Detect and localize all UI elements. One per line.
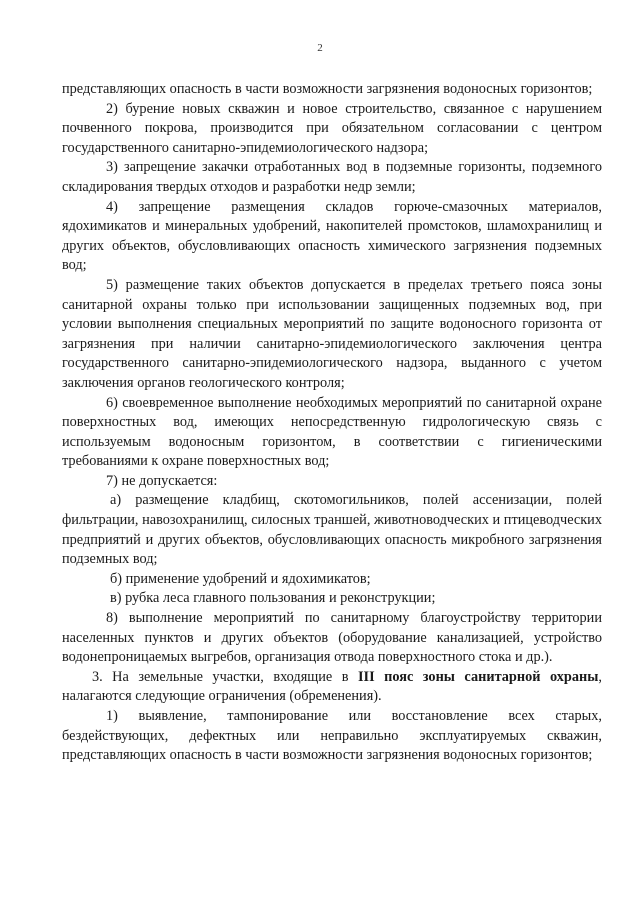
paragraph-item-3-injection-ban: 3) запрещение закачки отработанных вод в подземные горизонты, подземного складирования твердых отходов и разработки недр земли; <box>62 159 602 195</box>
document-body <box>62 80 602 766</box>
paragraph-item-4-storage-ban: 4) запрещение размещения складов горюче-смазочных материалов, ядохимикатов и минеральных удобрений, накопителей промстоков, шламохранилищ и других объектов, обусловливающих опасность химического загрязнения подземных вод; <box>62 198 602 274</box>
paragraph-item-6-surface-water: 6) своевременное выполнение необходимых мероприятий по санитарной охране поверхностных вод, имеющих непосредственную гидрологическую связь с используемым водоносным горизонтом, в соответствии с гигиеническими требованиями к охране поверхностных вод; <box>62 394 602 470</box>
paragraph-subitem-b: б) применение удобрений и ядохимикатов; <box>110 570 371 587</box>
paragraph-item-2-drilling: 2) бурение новых скважин и новое строительство, связанное с нарушением почвенного покрова, производится при обязательном согласовании с центром государственного санитарно-эпидемиологического надзора; <box>62 100 602 156</box>
paragraph-section-3-item-1: 1) выявление, тампонирование или восстановление всех старых, бездействующих, дефектных или неправильно эксплуатируемых скважин, представляющих опасность в части возможности загрязнения водоносных горизонтов; <box>62 708 602 764</box>
paragraph-subitem-v: в) рубка леса главного пользования и реконструкции; <box>110 590 436 607</box>
section-3-text-before: 3. На земельные участки, входящие в <box>92 668 358 685</box>
section-3-text-after: , налагаются следующие ограничения (обременения). <box>62 668 602 705</box>
section-3-bold-zone: III пояс зоны санитарной охраны <box>357 668 599 685</box>
paragraph-item-7-not-allowed: 7) не допускается: <box>106 472 218 489</box>
page-number: 2 <box>317 42 323 54</box>
paragraph-item-8-improvement: 8) выполнение мероприятий по санитарному благоустройству территории населенных пунктов и других объектов (оборудование канализацией, устройство водонепроницаемых выгребов, организация отвода поверхностного стока и др.). <box>62 610 602 666</box>
paragraph-continuation: представляющих опасность в части возможности загрязнения водоносных горизонтов; <box>62 81 593 97</box>
paragraph-section-3 <box>62 668 602 707</box>
paragraph-subitem-a: а) размещение кладбищ, скотомогильников, полей ассенизации, полей фильтрации, навозохранилищ, силосных траншей, животноводческих и птицеводческих предприятий и других объектов, обусловливающих опасность микробного загрязнения подземных вод; <box>62 492 602 568</box>
paragraph-item-5-placement: 5) размещение таких объектов допускается в пределах третьего пояса зоны санитарной охраны только при использовании защищенных подземных вод, при условии выполнения специальных мероприятий по защите водоносного горизонта от загрязнения при наличии санитарно-эпидемиологического заключения центра государственного санитарно-эпидемиологического надзора, выданного с учетом заключения органов геологического контроля; <box>62 276 602 391</box>
